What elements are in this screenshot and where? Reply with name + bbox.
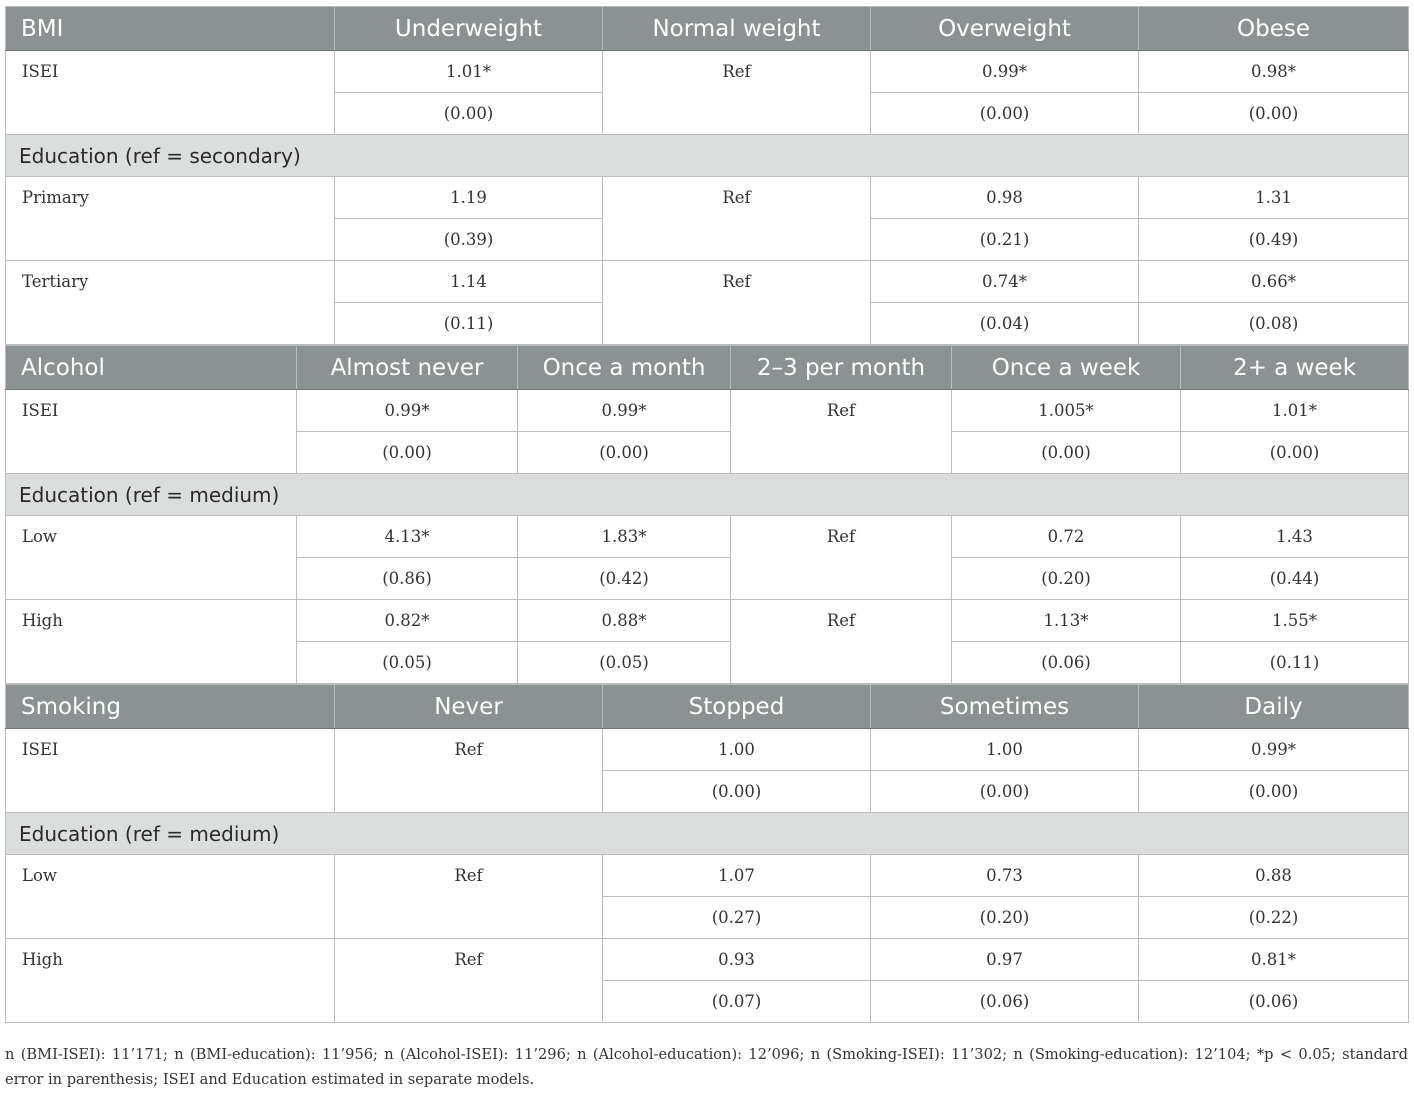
smoking-table [5, 684, 1409, 1023]
cell-value: 0.74* [871, 261, 1139, 303]
cell-value: 4.13* [297, 516, 518, 558]
cell-se: (0.05) [297, 642, 518, 684]
cell-se: (0.06) [871, 981, 1139, 1023]
cell-value: 0.98* [1139, 51, 1409, 93]
table-row [6, 390, 1409, 432]
col-header: Sometimes [871, 685, 1139, 729]
cell-value: 1.07 [603, 855, 871, 897]
col-header: Never [335, 685, 603, 729]
cell-se: (0.00) [518, 432, 731, 474]
row-label: Primary [6, 177, 335, 261]
cell-se: (0.00) [1181, 432, 1409, 474]
cell-se: (0.42) [518, 558, 731, 600]
regression-table [5, 6, 1408, 1023]
section-row [6, 813, 1409, 855]
cell-value: 1.00 [871, 729, 1139, 771]
cell-se: (0.00) [871, 93, 1139, 135]
cell-value: Ref [335, 855, 603, 939]
col-header: Underweight [335, 7, 603, 51]
table-row [6, 855, 1409, 897]
cell-se: (0.07) [603, 981, 871, 1023]
cell-se: (0.00) [297, 432, 518, 474]
smoking-header-label: Smoking [6, 685, 335, 729]
cell-value: 0.72 [952, 516, 1181, 558]
section-title: Education (ref = medium) [6, 813, 1409, 855]
smoking-header-row [6, 685, 1409, 729]
cell-value: 0.81* [1139, 939, 1409, 981]
cell-value: 0.82* [297, 600, 518, 642]
cell-value: 0.97 [871, 939, 1139, 981]
cell-value: 0.88* [518, 600, 731, 642]
cell-value: 1.55* [1181, 600, 1409, 642]
row-label: ISEI [6, 51, 335, 135]
cell-se: (0.49) [1139, 219, 1409, 261]
table-row [6, 51, 1409, 93]
cell-value: 0.99* [297, 390, 518, 432]
cell-value: Ref [731, 390, 952, 474]
cell-se: (0.39) [335, 219, 603, 261]
cell-se: (0.00) [335, 93, 603, 135]
row-label: High [6, 600, 297, 684]
cell-value: 0.98 [871, 177, 1139, 219]
col-header: Daily [1139, 685, 1409, 729]
cell-se: (0.00) [603, 771, 871, 813]
cell-value: 0.93 [603, 939, 871, 981]
cell-value: 0.73 [871, 855, 1139, 897]
col-header: Obese [1139, 7, 1409, 51]
col-header: Once a month [518, 346, 731, 390]
table-row [6, 177, 1409, 219]
cell-value: 1.13* [952, 600, 1181, 642]
cell-value: Ref [603, 177, 871, 261]
section-row [6, 474, 1409, 516]
cell-se: (0.00) [871, 771, 1139, 813]
cell-se: (0.00) [1139, 771, 1409, 813]
table-row [6, 600, 1409, 642]
table-row [6, 261, 1409, 303]
cell-value: 1.14 [335, 261, 603, 303]
alcohol-header-row [6, 346, 1409, 390]
col-header: Normal weight [603, 7, 871, 51]
cell-value: Ref [731, 600, 952, 684]
cell-value: 1.83* [518, 516, 731, 558]
cell-se: (0.44) [1181, 558, 1409, 600]
alcohol-table [5, 345, 1409, 684]
cell-se: (0.04) [871, 303, 1139, 345]
cell-se: (0.06) [1139, 981, 1409, 1023]
cell-se: (0.20) [952, 558, 1181, 600]
cell-value: Ref [731, 516, 952, 600]
table-row [6, 516, 1409, 558]
col-header: 2–3 per month [731, 346, 952, 390]
row-label: ISEI [6, 729, 335, 813]
cell-value: 0.99* [1139, 729, 1409, 771]
cell-se: (0.27) [603, 897, 871, 939]
cell-se: (0.11) [1181, 642, 1409, 684]
section-title: Education (ref = secondary) [6, 135, 1409, 177]
cell-value: 1.00 [603, 729, 871, 771]
cell-value: 0.99* [871, 51, 1139, 93]
alcohol-header-label: Alcohol [6, 346, 297, 390]
cell-value: Ref [603, 261, 871, 345]
cell-value: 0.66* [1139, 261, 1409, 303]
cell-se: (0.00) [952, 432, 1181, 474]
col-header: 2+ a week [1181, 346, 1409, 390]
cell-value: 1.01* [335, 51, 603, 93]
cell-value: 0.99* [518, 390, 731, 432]
col-header: Stopped [603, 685, 871, 729]
cell-se: (0.08) [1139, 303, 1409, 345]
cell-value: 1.01* [1181, 390, 1409, 432]
cell-se: (0.06) [952, 642, 1181, 684]
cell-value: 1.19 [335, 177, 603, 219]
col-header: Once a week [952, 346, 1181, 390]
cell-value: Ref [603, 51, 871, 135]
table-row [6, 939, 1409, 981]
row-label: Tertiary [6, 261, 335, 345]
cell-se: (0.20) [871, 897, 1139, 939]
cell-se: (0.86) [297, 558, 518, 600]
cell-se: (0.11) [335, 303, 603, 345]
row-label: Low [6, 855, 335, 939]
cell-se: (0.22) [1139, 897, 1409, 939]
cell-se: (0.05) [518, 642, 731, 684]
row-label: ISEI [6, 390, 297, 474]
cell-se: (0.21) [871, 219, 1139, 261]
table-footnote: n (BMI-ISEI): 11’171; n (BMI-education): 11’956; n (Alcohol-ISEI): 11’296; n (Alcohol-education): 12’096; n (Smoking-ISEI): 11’302; n (Smoking-education): 12’104; *p < 0.05; standard error in parenthesis; ISEI and Education estimated in separate models. [5, 1046, 1408, 1088]
table-row [6, 729, 1409, 771]
cell-value: 0.88 [1139, 855, 1409, 897]
cell-value: 1.31 [1139, 177, 1409, 219]
cell-value: Ref [335, 939, 603, 1023]
col-header: Overweight [871, 7, 1139, 51]
section-row [6, 135, 1409, 177]
bmi-header-label: BMI [6, 7, 335, 51]
bmi-header-row [6, 7, 1409, 51]
cell-value: 1.005* [952, 390, 1181, 432]
col-header: Almost never [297, 346, 518, 390]
row-label: Low [6, 516, 297, 600]
bmi-table [5, 6, 1409, 345]
section-title: Education (ref = medium) [6, 474, 1409, 516]
cell-value: 1.43 [1181, 516, 1409, 558]
cell-se: (0.00) [1139, 93, 1409, 135]
row-label: High [6, 939, 335, 1023]
cell-value: Ref [335, 729, 603, 813]
